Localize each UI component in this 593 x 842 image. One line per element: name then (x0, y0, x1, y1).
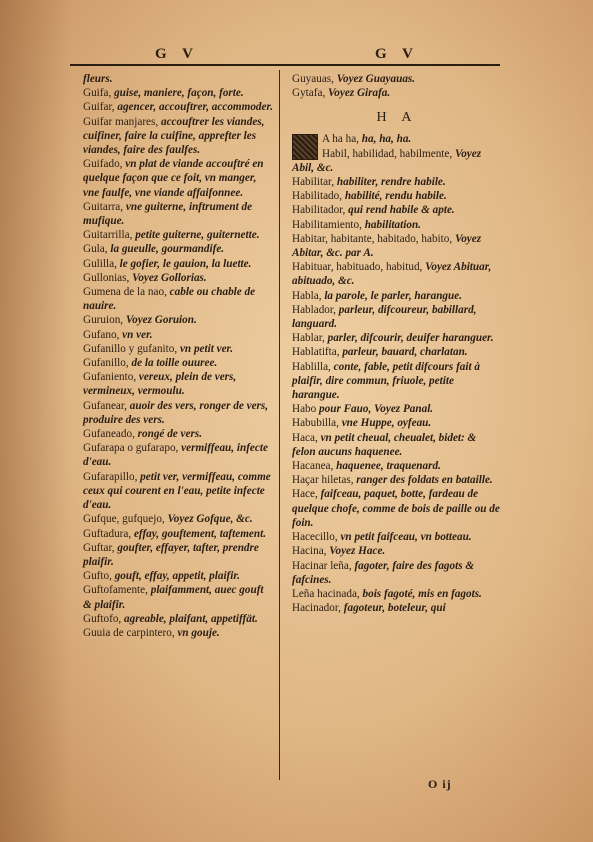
dictionary-entry (292, 587, 502, 601)
entry-definition: vne guiterne, inftrument de mufique. (83, 200, 253, 228)
dictionary-entry (83, 115, 273, 158)
dictionary-entry (292, 530, 502, 544)
right-column-top (292, 72, 502, 100)
entry-definition: vn plat de viande accouftré en quelque façon que ce foit, vn manger, vne faulfe, vne viande affaifonnee. (83, 158, 264, 199)
entry-definition: Voyez Abil, &c. (292, 147, 482, 174)
entry-headword: Habilitamiento, (292, 218, 362, 231)
entry-definition: effay, gouftement, taftement. (133, 527, 267, 540)
entry-headword: Habituar, habituado, habitud, (292, 261, 423, 274)
entry-headword: Guifar, (83, 101, 115, 114)
dictionary-entry (292, 487, 502, 530)
entry-headword: Gufto, (83, 570, 112, 583)
dictionary-entry (83, 285, 273, 313)
dictionary-entry (292, 189, 502, 203)
dictionary-entry (292, 303, 502, 331)
dictionary-entry (292, 203, 502, 217)
dictionary-entry (83, 271, 273, 285)
dictionary-entry (83, 356, 273, 370)
entry-headword: Habo (292, 403, 317, 416)
right-column-entries (292, 132, 502, 615)
entry-definition: ranger des foldats en bataille. (356, 474, 493, 487)
entry-definition: de la toille ouuree. (131, 357, 218, 370)
dictionary-entry (83, 157, 273, 200)
entry-headword: Gula, (83, 243, 108, 256)
entry-headword: Guitarrilla, (83, 229, 133, 242)
entry-headword: Guftofamente, (83, 584, 148, 597)
entry-definition: la parole, le parler, harangue. (324, 289, 462, 302)
entry-headword: Hacanea, (292, 460, 334, 473)
entry-definition: vn gouje. (177, 626, 220, 639)
dictionary-entry (292, 72, 502, 86)
dictionary-entry (83, 370, 273, 398)
entry-headword: Hablar, (292, 332, 325, 345)
entry-definition: vne Huppe, oyfeau. (341, 417, 432, 430)
entry-definition: agencer, accouftrer, accommoder. (117, 101, 274, 114)
entry-definition: Voyez Gollorias. (132, 271, 207, 284)
entry-definition: vn petit faifceau, vn botteau. (340, 531, 472, 544)
entry-headword: Habitar, habitante, habitado, habito, (292, 232, 453, 245)
dictionary-entry (83, 441, 273, 469)
entry-definition: Voyez Abituar, abituado, &c. (292, 261, 492, 288)
entry-definition: qui rend habile & apte. (348, 204, 455, 217)
entry-definition: habilité, rendu habile. (344, 190, 447, 203)
entry-headword: Hacina, (292, 545, 327, 558)
entry-headword: Guruion, (83, 314, 124, 327)
dictionary-entry (292, 175, 502, 189)
entry-definition: pour Fauo, Voyez Panal. (319, 403, 434, 416)
dictionary-entry (83, 512, 273, 526)
entry-definition: vn ver. (122, 328, 153, 341)
entry-headword: Hacinar leña, (292, 559, 352, 572)
entry-headword: Habilitar, (292, 176, 335, 189)
entry-definition: Voyez Guayauas. (336, 73, 416, 85)
entry-headword: Gytafa, (292, 87, 326, 100)
signature-mark: O ij (428, 777, 452, 791)
dictionary-entry (292, 86, 502, 100)
entry-headword: Gufanear, (83, 399, 127, 412)
dictionary-entry (83, 541, 273, 569)
entry-definition: parleur, bauard, charlatan. (342, 346, 468, 359)
entry-definition: Voyez Abitar, &c. par A. (292, 232, 482, 260)
entry-headword: A ha ha, (322, 133, 359, 146)
dictionary-entry (292, 544, 502, 558)
entry-definition: la gueulle, gourmandife. (110, 243, 225, 256)
entry-definition: Voyez Hace. (329, 545, 386, 558)
entry-headword: Guftar, (83, 541, 115, 554)
entry-headword: Guftadura, (83, 527, 132, 540)
entry-headword: Gufarapa o gufarapo, (83, 442, 179, 455)
entry-definition: parleur, difcoureur, babillard, languard. (292, 303, 477, 331)
entry-definition: guise, maniere, façon, forte. (114, 87, 244, 100)
entry-headword: Gufaniento, (83, 371, 137, 384)
entry-definition: gouft, effay, appetit, plaifir. (114, 570, 240, 583)
dictionary-entry (83, 200, 273, 228)
entry-definition: vn petit ver. (179, 342, 234, 355)
entry-headword: Haca, (292, 431, 318, 444)
entry-headword: Guifa, (83, 87, 112, 100)
dictionary-entry (83, 527, 273, 541)
entry-definition: fagoteur, boteleur, qui (343, 602, 446, 615)
dictionary-entry (292, 473, 502, 487)
entry-definition: rongé de vers. (137, 428, 202, 441)
entry-definition: accouftrer les viandes, cuifiner, faire la cuifine, apprefter les viandes, faire des faulfes. (83, 115, 265, 157)
entry-definition: petite guiterne, guiternette. (135, 229, 260, 242)
entry-headword: Gullonias, (83, 271, 130, 284)
entry-definition: Voyez Girafa. (328, 87, 391, 100)
entry-definition: cable ou chable de nauire. (83, 286, 256, 313)
entry-headword: Gufanillo y gufanito, (83, 342, 178, 355)
dictionary-entry (292, 360, 502, 403)
dictionary-entry (83, 427, 273, 441)
entry-definition: faifceau, paquet, botte, fardeau de quelque chofe, comme de bois de paille ou de foin. (292, 488, 500, 529)
entry-headword: Gufaneado, (83, 428, 135, 441)
right-column (292, 72, 502, 615)
entry-definition: auoir des vers, ronger de vers, produire des vers. (83, 399, 269, 426)
dictionary-entry (83, 328, 273, 342)
entry-definition: vn petit cheual, cheualet, bidet: & felon aucuns haquenee. (292, 431, 477, 458)
header-right: G V (375, 46, 419, 62)
column-divider (279, 70, 280, 780)
entry-definition: agreable, plaifant, appetiffät. (124, 612, 258, 625)
entry-definition: conte, fable, petit difcours fait à plaifir, dire commun, friuole, petite harangue. (292, 360, 480, 402)
entry-headword: Guyauas, (292, 73, 334, 85)
entry-headword: Gufarapillo, (83, 470, 138, 483)
dictionary-entry (292, 132, 502, 146)
dictionary-entry (292, 459, 502, 473)
entry-definition: bois fagoté, mis en fagots. (362, 587, 482, 600)
entry-headword: Hacinador, (292, 602, 341, 615)
entry-definition: vereux, plein de vers, vermineux, vermoulu. (83, 371, 237, 398)
entry-headword: Hacecillo, (292, 531, 338, 544)
entry-definition: plaifamment, auec gouft & plaifir. (83, 584, 264, 611)
entry-headword: Gufanillo, (83, 357, 129, 370)
header-rule (70, 64, 500, 66)
dictionary-entry (83, 100, 273, 114)
entry-definition: vermiffeau, infecte d'eau. (83, 442, 268, 469)
entry-definition: haquenee, traquenard. (336, 460, 441, 473)
entry-headword: Habil, habilidad, habilmente, (322, 147, 453, 160)
entry-definition: Voyez Gofque, &c. (167, 513, 253, 526)
dictionary-entry (83, 257, 273, 271)
entry-definition: Voyez Goruion. (125, 314, 197, 327)
entry-headword: Guifado, (83, 158, 123, 171)
dictionary-entry (83, 242, 273, 256)
entry-headword: Guftofo, (83, 612, 122, 625)
dictionary-entry (83, 86, 273, 100)
entry-headword: Gufano, (83, 328, 120, 341)
entry-headword: Guuia de carpintero, (83, 626, 175, 639)
dictionary-entry (292, 289, 502, 303)
entry-definition: ha, ha, ha. (361, 133, 412, 146)
entry-definition: le gofier, le gauion, la luette. (119, 257, 252, 270)
dictionary-entry (83, 569, 273, 583)
left-column (83, 72, 273, 640)
dictionary-entry (292, 147, 502, 175)
entry-headword: Habla, (292, 289, 322, 302)
dictionary-entry (83, 342, 273, 356)
dictionary-entry (292, 331, 502, 345)
entry-definition: fagoter, faire des fagots & fafcines. (292, 559, 475, 586)
dictionary-entry (83, 470, 273, 513)
entry-headword: Gumena de la nao, (83, 286, 167, 299)
entry-headword: Hablilla, (292, 360, 331, 373)
dictionary-entry (83, 626, 273, 640)
entry-headword: Hablador, (292, 303, 336, 316)
dictionary-entry (292, 345, 502, 359)
entry-headword: Hace, (292, 488, 318, 501)
entry-definition: habilitation. (364, 218, 421, 231)
entry-headword: Guifar manjares, (83, 115, 159, 128)
page-edge-shadow (0, 0, 70, 842)
dictionary-entry (292, 601, 502, 615)
entry-headword: Habilitado, (292, 190, 343, 203)
entry-definition: goufter, effayer, tafter, prendre plaifir. (83, 541, 259, 568)
section-title: H A (376, 110, 418, 126)
entry-definition: parler, difcourir, deuifer haranguer. (327, 332, 494, 345)
dictionary-entry (83, 313, 273, 327)
ornamental-dropcap-icon (292, 134, 318, 160)
dictionary-entry (292, 416, 502, 430)
dictionary-entry (83, 72, 273, 86)
entry-headword: Habilitador, (292, 204, 346, 217)
entry-headword: Guitarra, (83, 200, 124, 213)
dictionary-entry (83, 228, 273, 242)
dictionary-entry (292, 218, 502, 232)
entry-definition: petit ver, vermiffeau, comme ceux qui courent en l'eau, petite infecte d'eau. (83, 470, 271, 512)
running-header (70, 46, 490, 66)
entry-headword: Gufque, gufquejo, (83, 513, 165, 526)
header-left: G V (155, 46, 199, 62)
entry-headword: Habubilla, (292, 417, 339, 430)
entry-definition: fleurs. (83, 73, 113, 85)
dictionary-entry (292, 232, 502, 260)
dictionary-entry (83, 583, 273, 611)
entry-headword: Hablatifta, (292, 346, 340, 359)
entry-headword: Gulilla, (83, 257, 117, 270)
entry-headword: Leña hacinada, (292, 587, 360, 600)
dictionary-entry (83, 612, 273, 626)
dictionary-entry (292, 431, 502, 459)
dictionary-entry (83, 399, 273, 427)
dictionary-entry (292, 402, 502, 416)
dictionary-entry (292, 260, 502, 288)
dictionary-entry (292, 559, 502, 587)
entry-definition: habiliter, rendre habile. (336, 176, 446, 189)
entry-headword: Haçar hiletas, (292, 474, 354, 487)
